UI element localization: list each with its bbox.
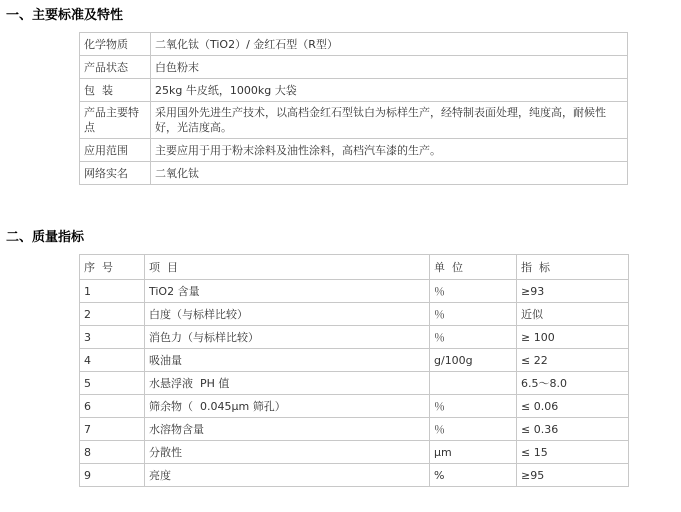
property-value: 白色粉末: [151, 56, 628, 79]
property-value: 采用国外先进生产技术，以高档金红石型钛白为标样生产，经特制表面处理，纯度高，耐候性好，光洁度高。: [151, 102, 628, 139]
row-item: TiO2 含量: [145, 280, 430, 303]
row-index: ≤ 15: [517, 441, 629, 464]
row-no: 9: [80, 464, 145, 487]
quality-table-body: [80, 280, 629, 487]
row-unit: %: [430, 464, 517, 487]
row-index: 6.5～8.0: [517, 372, 629, 395]
row-unit: ％: [430, 280, 517, 303]
row-no: 3: [80, 326, 145, 349]
row-unit: [430, 372, 517, 395]
property-key: 应用范围: [80, 139, 151, 162]
section-title-standards: 一、主要标准及特性: [6, 8, 124, 23]
table-row: [80, 303, 629, 326]
header-unit: 单 位: [430, 255, 517, 280]
row-no: 6: [80, 395, 145, 418]
row-item: 水溶物含量: [145, 418, 430, 441]
header-item: 项 目: [145, 255, 430, 280]
property-value: 二氧化钛（TiO2）/ 金红石型（R型）: [151, 33, 628, 56]
property-key: 化学物质: [80, 33, 151, 56]
table-row: [80, 102, 628, 139]
table-row: [80, 162, 628, 185]
row-no: 8: [80, 441, 145, 464]
table-row: [80, 326, 629, 349]
table-row: [80, 395, 629, 418]
header-index: 指 标: [517, 255, 629, 280]
row-unit: ％: [430, 395, 517, 418]
table-header-row: [80, 255, 629, 280]
row-index: ≥ 100: [517, 326, 629, 349]
row-unit: ％: [430, 418, 517, 441]
row-no: 1: [80, 280, 145, 303]
row-index: ≤ 0.06: [517, 395, 629, 418]
row-unit: μm: [430, 441, 517, 464]
table-row: [80, 56, 628, 79]
table-row: [80, 280, 629, 303]
property-key: 产品状态: [80, 56, 151, 79]
property-value: 主要应用于用于粉末涂料及油性涂料，高档汽车漆的生产。: [151, 139, 628, 162]
property-key: 网络实名: [80, 162, 151, 185]
table-row: [80, 441, 629, 464]
row-index: ≤ 22: [517, 349, 629, 372]
row-item: 吸油量: [145, 349, 430, 372]
row-item: 亮度: [145, 464, 430, 487]
row-no: 7: [80, 418, 145, 441]
table-row: [80, 349, 629, 372]
properties-table: [79, 32, 628, 185]
row-index: 近似: [517, 303, 629, 326]
quality-table: [79, 254, 629, 487]
row-unit: ％: [430, 326, 517, 349]
property-key: 产品主要特点: [80, 102, 151, 139]
row-index: ≤ 0.36: [517, 418, 629, 441]
table-row: [80, 464, 629, 487]
row-no: 2: [80, 303, 145, 326]
row-item: 消色力（与标样比较）: [145, 326, 430, 349]
property-key: 包 装: [80, 79, 151, 102]
section-title-quality: 二、质量指标: [6, 230, 85, 245]
row-item: 白度（与标样比较）: [145, 303, 430, 326]
row-item: 筛余物（ 0.045μm 筛孔）: [145, 395, 430, 418]
table-row: [80, 33, 628, 56]
table-row: [80, 372, 629, 395]
row-index: ≥93: [517, 280, 629, 303]
table-row: [80, 139, 628, 162]
property-value: 25kg 牛皮纸，1000kg 大袋: [151, 79, 628, 102]
header-no: 序 号: [80, 255, 145, 280]
row-unit: ％: [430, 303, 517, 326]
row-item: 水悬浮液 PH 值: [145, 372, 430, 395]
row-index: ≥95: [517, 464, 629, 487]
row-no: 4: [80, 349, 145, 372]
property-value: 二氧化钛: [151, 162, 628, 185]
row-unit: g/100g: [430, 349, 517, 372]
row-item: 分散性: [145, 441, 430, 464]
table-row: [80, 79, 628, 102]
table-row: [80, 418, 629, 441]
row-no: 5: [80, 372, 145, 395]
